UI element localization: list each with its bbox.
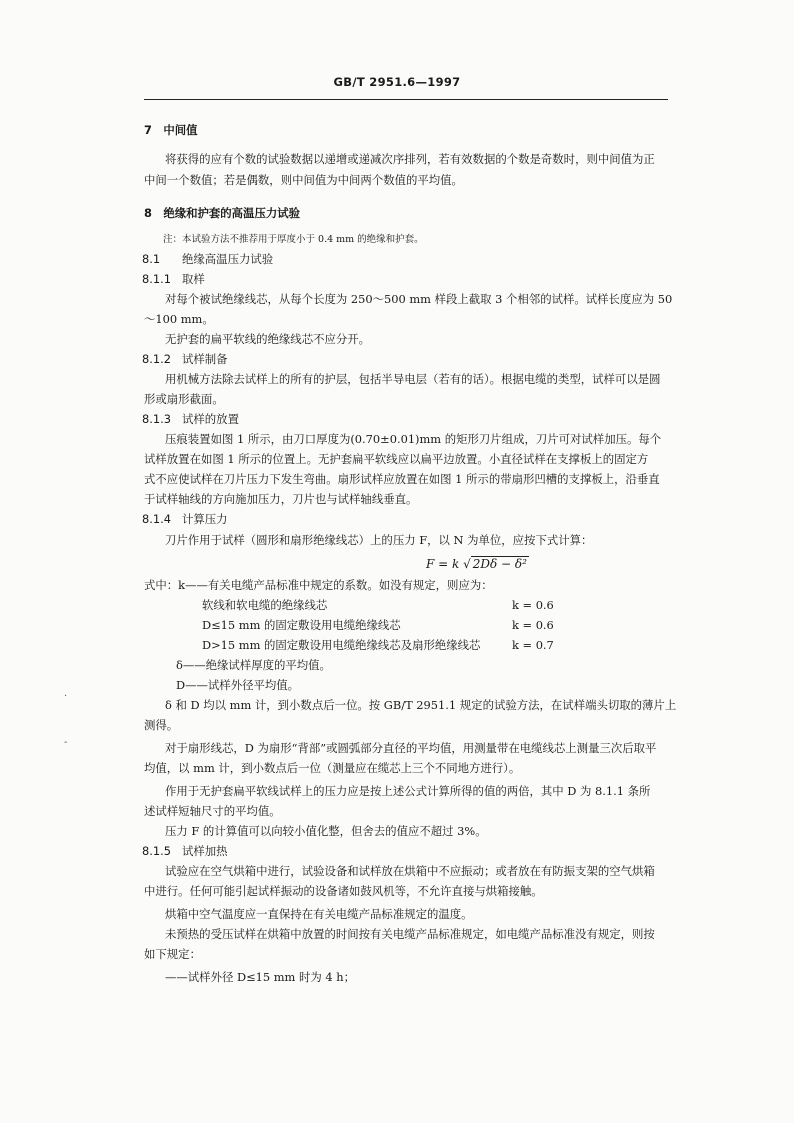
margin-mark: · xyxy=(64,691,68,702)
section-number: 8.1.3 xyxy=(142,412,171,426)
section-8-note: 注：本试验方法不推荐用于厚度小于 0.4 mm 的绝缘和护套。 xyxy=(163,234,424,245)
section-number: 8.1.2 xyxy=(142,352,171,366)
where-line: 式中：k——有关电缆产品标准中规定的系数。如没有规定，则应为： xyxy=(144,578,493,592)
section-8-1-4-heading xyxy=(142,512,228,527)
paragraph-line: 测得。 xyxy=(144,718,179,732)
paragraph-line: 对每个被试绝缘线芯，从每个长度为 250～500 mm 样段上截取 3 个相邻的试样。试样长度应为 50 xyxy=(165,292,673,306)
section-number: 8.1.5 xyxy=(142,844,171,858)
k-row-value: k = 0.6 xyxy=(512,618,554,632)
standard-header: GB/T 2951.6—1997 xyxy=(333,75,461,89)
section-7-heading: 7 中间值 xyxy=(144,123,198,137)
section-title: 计算压力 xyxy=(182,512,228,526)
section-number: 8.1.1 xyxy=(142,272,171,286)
section-title: 取样 xyxy=(182,272,205,286)
d-definition: D——试样外径平均值。 xyxy=(176,678,300,692)
formula-radicand: 2Dδ − δ² xyxy=(472,557,527,571)
paragraph-line: 刀片作用于试样（圆形和扇形绝缘线芯）上的压力 F，以 N 为单位，应按下式计算： xyxy=(165,533,593,547)
paragraph-line: 于试样轴线的方向施加压力，刀片也与试样轴线垂直。 xyxy=(144,492,418,506)
section-8-1-3-heading xyxy=(142,412,239,427)
k-row-value: k = 0.6 xyxy=(512,598,554,612)
k-row-label: D≤15 mm 的固定敷设用电缆绝缘线芯 xyxy=(202,618,401,632)
section-number: 8.1 xyxy=(142,252,161,266)
paragraph-line: 试样放置在如图 1 所示的位置上。无护套扁平软线应以扁平边放置。小直径试样在支撑板上的固定方 xyxy=(144,452,649,466)
paragraph-line: 压痕装置如图 1 所示，由刀口厚度为(0.70±0.01)mm 的矩形刀片组成，刀片可对试样加压。每个 xyxy=(165,432,662,446)
paragraph-line: 形或扇形截面。 xyxy=(144,392,224,406)
section-8-1-2-heading xyxy=(142,352,228,367)
paragraph-line: 对于扇形线芯，D 为扇形“背部”或圆弧部分直径的平均值，用测量带在电缆线芯上测量三次后取平 xyxy=(165,741,657,755)
paragraph-line: 中进行。任何可能引起试样振动的设备诸如鼓风机等，不允许直接与烘箱接触。 xyxy=(144,884,543,898)
pressure-formula xyxy=(426,556,529,573)
section-number: 8.1.4 xyxy=(142,512,171,526)
paragraph-line: 用机械方法除去试样上的所有的护层，包括半导电层（若有的话）。根据电缆的类型，试样可以是圆 xyxy=(165,372,661,386)
section-8-1-heading xyxy=(142,252,273,267)
paragraph-line: 烘箱中空气温度应一直保持在有关电缆产品标准规定的温度。 xyxy=(165,907,473,921)
section-7-line-2: 中间一个数值；若是偶数，则中间值为中间两个数值的平均值。 xyxy=(144,173,463,187)
k-row-value: k = 0.7 xyxy=(512,638,554,652)
paragraph-line: 如下规定： xyxy=(144,947,201,961)
section-title: 试样加热 xyxy=(182,844,228,858)
section-7-line-1: 将获得的应有个数的试验数据以递增或递减次序排列，若有效数据的个数是奇数时，则中间值为正 xyxy=(165,152,655,166)
section-8-1-5-heading xyxy=(142,844,228,859)
paragraph-line: δ 和 D 均以 mm 计，到小数点后一位。按 GB/T 2951.1 规定的试验方法，在试样端头切取的薄片上 xyxy=(165,698,677,712)
paragraph-line: 试验应在空气烘箱中进行，试验设备和试样放在烘箱中不应振动；或者放在有防振支架的空气烘箱 xyxy=(165,864,655,878)
paragraph-line: ～100 mm。 xyxy=(144,312,214,326)
paragraph-line: 均值，以 mm 计，到小数点后一位（测量应在缆芯上三个不同地方进行）。 xyxy=(144,761,521,775)
header-rule xyxy=(144,99,668,100)
paragraph-line: 未预热的受压试样在烘箱中放置的时间按有关电缆产品标准规定，如电缆产品标准没有规定，则按 xyxy=(165,927,655,941)
paragraph-line: 述试样短轴尺寸的平均值。 xyxy=(144,804,281,818)
list-item: ——试样外径 D≤15 mm 时为 4 h； xyxy=(165,970,355,984)
section-title: 试样制备 xyxy=(182,352,228,366)
radical-sign: √ xyxy=(463,557,471,571)
delta-definition: δ——绝缘试样厚度的平均值。 xyxy=(176,658,331,672)
k-row-label: D>15 mm 的固定敷设用电缆绝缘线芯及扇形绝缘线芯 xyxy=(202,638,481,652)
paragraph-line: 作用于无护套扁平软线试样上的压力应是按上述公式计算所得的值的两倍，其中 D 为 8.1.1 条所 xyxy=(165,784,651,798)
paragraph-line: 式不应使试样在刀片压力下发生弯曲。扇形试样应放置在如图 1 所示的带扇形凹槽的支撑板上，沿垂直 xyxy=(144,472,660,486)
margin-mark: - xyxy=(64,737,68,748)
paragraph-line: 无护套的扁平软线的绝缘线芯不应分开。 xyxy=(165,332,371,346)
section-8-1-1-heading xyxy=(142,272,205,287)
paragraph-line: 压力 F 的计算值可以向较小值化整，但舍去的值应不超过 3%。 xyxy=(165,824,487,838)
formula-lhs: F = k xyxy=(426,557,460,571)
section-8-heading: 8 绝缘和护套的高温压力试验 xyxy=(144,206,301,220)
section-title: 试样的放置 xyxy=(182,412,239,426)
section-title: 绝缘高温压力试验 xyxy=(182,252,274,266)
k-row-label: 软线和软电缆的绝缘线芯 xyxy=(202,598,328,612)
